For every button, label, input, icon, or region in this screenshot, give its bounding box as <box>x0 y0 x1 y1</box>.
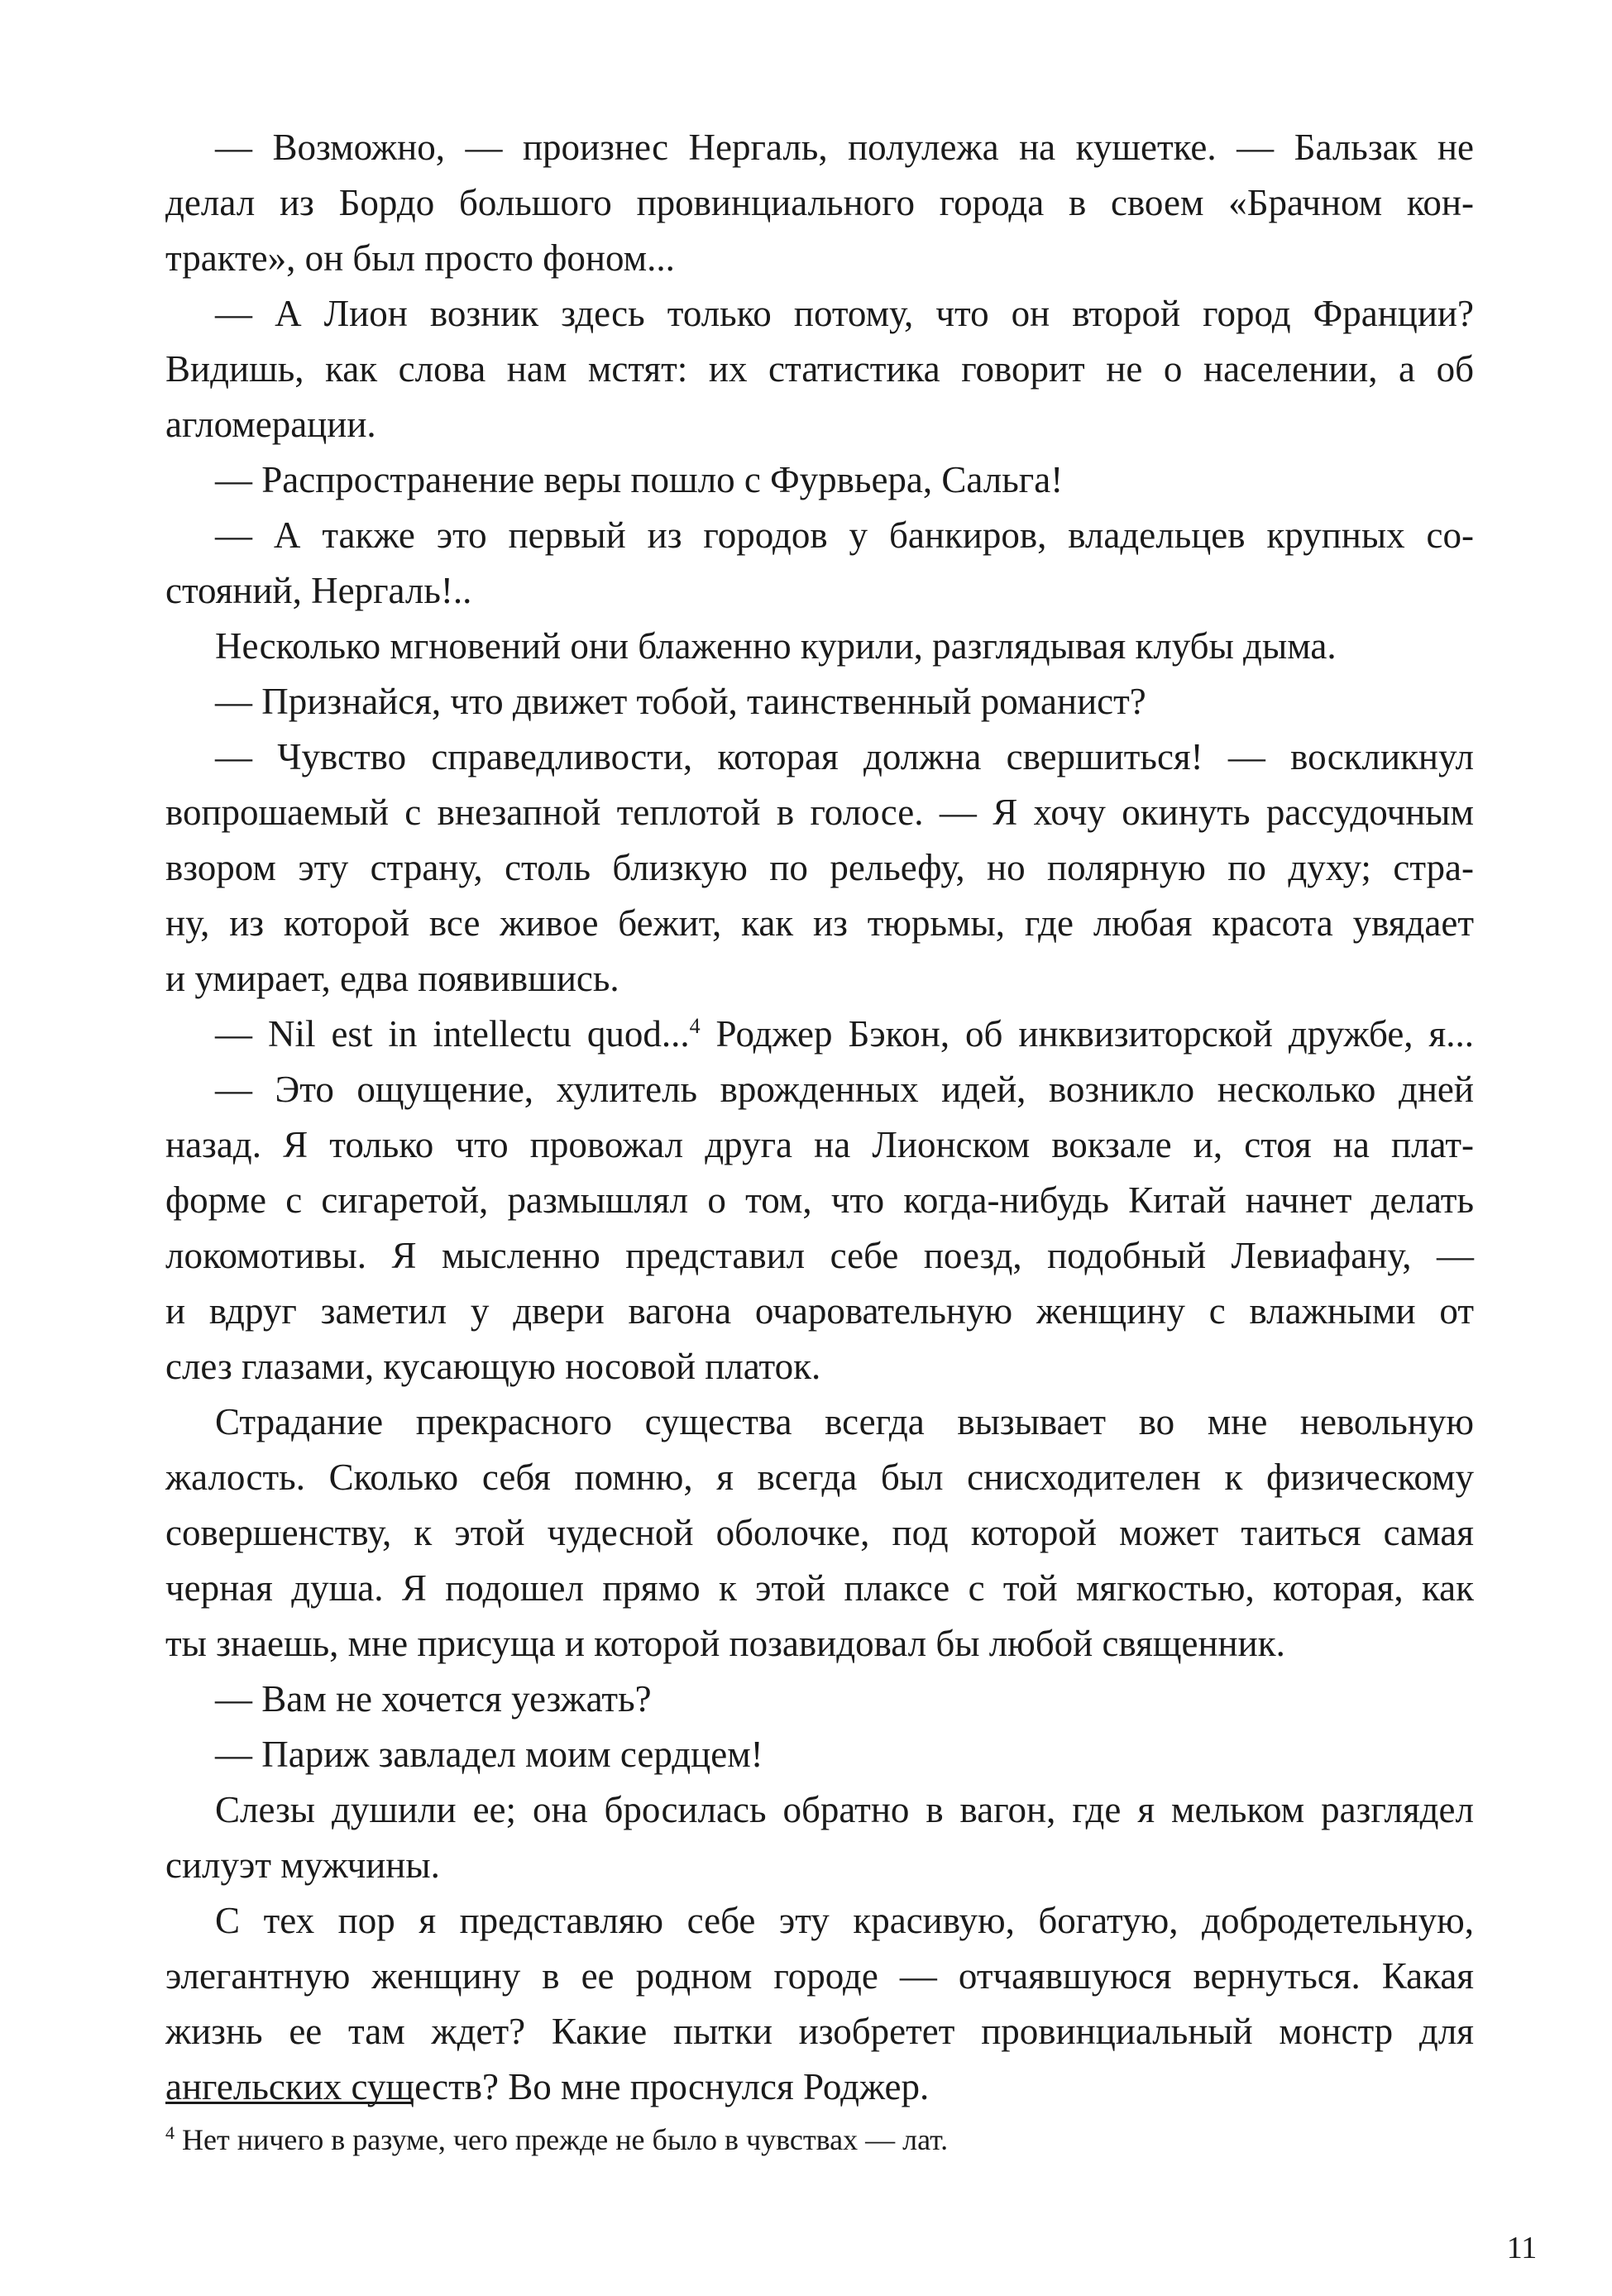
text-line: — Это ощущение, хулитель врожденных идей, возникло несколько дней <box>215 1069 1474 1110</box>
text-line: — Признайся, что движет тобой, таинственный романист? <box>215 681 1146 722</box>
text-line: — Вам не хочется уезжать? <box>215 1678 652 1720</box>
text-line: делал из Бордо большого провинциального города в своем «Брачном кон- <box>165 182 1474 223</box>
text-line: С тех пор я представляю себе эту красивую, богатую, добродетельную, <box>215 1900 1474 1941</box>
text-line: Видишь, как слова нам мстят: их статистика говорит не о населении, а об <box>165 348 1474 390</box>
text-line <box>165 1007 1474 1062</box>
footnote-text: Нет ничего в разуме, чего прежде не было в чувствах — лат. <box>182 2123 949 2156</box>
text-line: стояний, Нергаль!.. <box>165 570 472 611</box>
page-number: 11 <box>1506 2231 1538 2265</box>
text-line: силуэт мужчины. <box>165 1844 440 1886</box>
text-line: — А также это первый из городов у банкиров, владельцев крупных со- <box>215 514 1474 556</box>
text-line: слез глазами, кусающую носовой платок. <box>165 1346 821 1387</box>
text-line: ты знаешь, мне присуща и которой позавидовал бы любой священник. <box>165 1623 1285 1664</box>
text-line: назад. Я только что провожал друга на Лионском вокзале и, стоя на плат- <box>165 1124 1474 1165</box>
text-line: локомотивы. Я мысленно представил себе поезд, подобный Левиафану, — <box>165 1235 1474 1276</box>
body-text <box>165 120 1474 2115</box>
text-line: Страдание прекрасного существа всегда вызывает во мне невольную <box>215 1401 1474 1442</box>
text-line: форме с сигаретой, размышлял о том, что когда-нибудь Китай начнет делать <box>165 1179 1474 1221</box>
text-segment: Роджер Бэкон, об инквизиторской дружбе, я... <box>700 1013 1474 1055</box>
text-line: — Чувство справедливости, которая должна свершиться! — воскликнул <box>215 736 1474 777</box>
text-line: жизнь ее там ждет? Какие пытки изобретет провинциальный монстр для <box>165 2011 1474 2052</box>
text-line: агломерации. <box>165 404 376 445</box>
text-line: ангельских существ? Во мне проснулся Роджер. <box>165 2066 930 2107</box>
text-line: — Распространение веры пошло с Фурвьера, Сальга! <box>215 459 1064 500</box>
text-line: Слезы душили ее; она бросилась обратно в вагон, где я мельком разглядел <box>215 1789 1474 1830</box>
text-line: — А Лион возник здесь только потому, что он второй город Франции? <box>215 293 1474 334</box>
footnote-separator <box>165 2102 412 2104</box>
text-line: — Возможно, — произнес Нергаль, полулежа на кушетке. — Бальзак не <box>215 127 1474 168</box>
footnote-marker: 4 <box>165 2122 175 2143</box>
text-line: жалость. Сколько себя помню, я всегда был снисходителен к физическому <box>165 1457 1474 1498</box>
footnote <box>165 2119 1474 2160</box>
text-line: взором эту страну, столь близкую по рельефу, но полярную по духу; стра- <box>165 847 1474 888</box>
text-line: вопрошаемый с внезапной теплотой в голосе. — Я хочу окинуть рассудочным <box>165 792 1474 833</box>
text-line: совершенству, к этой чудесной оболочке, под которой может таиться самая <box>165 1512 1474 1553</box>
text-line: и вдруг заметил у двери вагона очаровательную женщину с влажными от <box>165 1290 1474 1332</box>
text-line: элегантную женщину в ее родном городе — отчаявшуюся вернуться. Какая <box>165 1955 1474 1997</box>
text-line: тракте», он был просто фоном... <box>165 237 675 279</box>
text-line: черная душа. Я подошел прямо к этой плаксе с той мягкостью, которая, как <box>165 1567 1474 1609</box>
footnote-reference: 4 <box>689 1014 701 1038</box>
text-line: ну, из которой все живое бежит, как из тюрьмы, где любая красота увядает <box>165 902 1474 944</box>
text-segment: — Nil est in intellectu quod... <box>215 1013 690 1055</box>
text-line: — Париж завладел моим сердцем! <box>215 1734 763 1775</box>
text-line: и умирает, едва появившись. <box>165 958 619 999</box>
text-line: Несколько мгновений они блаженно курили, разглядывая клубы дыма. <box>215 625 1337 667</box>
